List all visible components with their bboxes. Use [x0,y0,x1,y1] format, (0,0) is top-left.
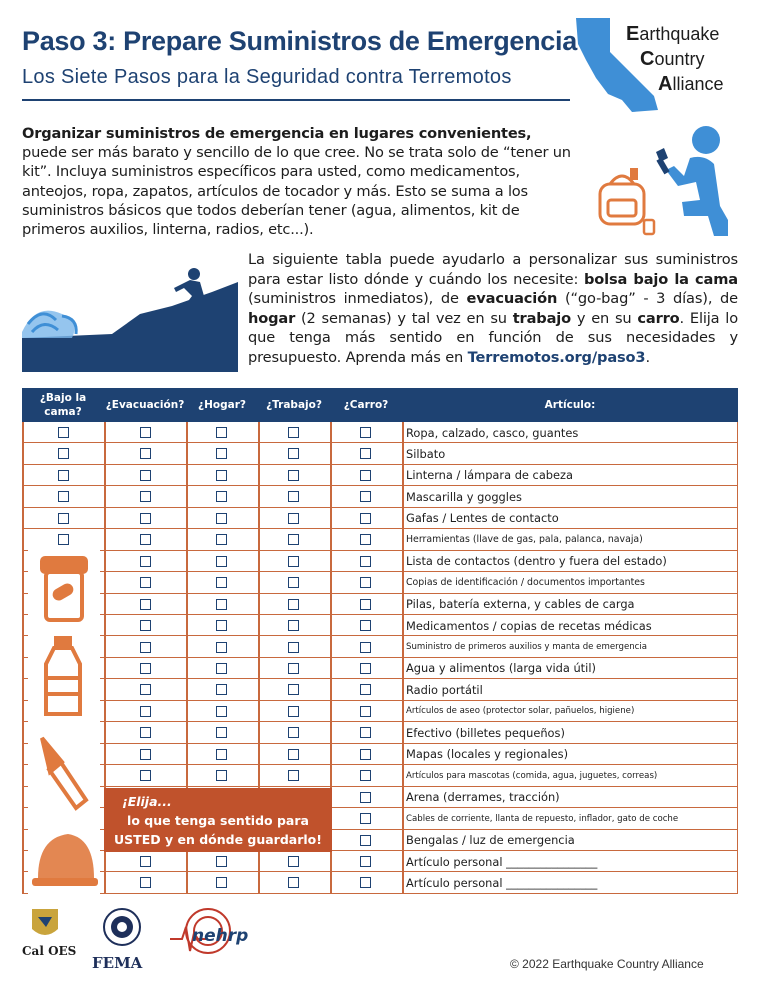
header-evacuacion: ¿Evacuación? [105,399,185,411]
checkbox-trabajo[interactable] [288,556,299,567]
checkbox-evacuacion[interactable] [140,856,151,867]
checkbox-carro[interactable] [360,491,371,502]
climber-wave-icon [22,262,238,372]
table-row [22,508,738,529]
table-row [22,572,738,593]
checkbox-hogar[interactable] [216,727,227,738]
checkbox-evacuacion[interactable] [140,448,151,459]
choose-callout: ¡Elija... lo que tenga sentido para USTED y en dónde guardarlo! [104,788,332,852]
checkbox-hogar[interactable] [216,620,227,631]
checkbox-trabajo[interactable] [288,642,299,653]
checkbox-hogar[interactable] [216,534,227,545]
item-label: Agua y alimentos (larga vida útil) [406,661,596,676]
column-divider [22,422,24,894]
page-title: Paso 3: Prepare Suministros de Emergencia [22,26,577,56]
supplies-icons-column [28,548,100,906]
checkbox-evacuacion[interactable] [140,770,151,781]
checkbox-carro[interactable] [360,792,371,803]
intro-paragraph: Organizar suministros de emergencia en lugares convenientes, puede ser más barato y sencillo de lo que cree. No se trata solo de “tener un kit”. Incluya suministros específicos para usted, como medicamentos, anteojos, ropa, zapatos, artículos de tocador y más. Esto se suma a los suministros básicos que todos deberían tener (agua, alimentos, kit de primeros auxilios, linterna, radios, etc...). [22,125,571,239]
checkbox-hogar[interactable] [216,513,227,524]
checkbox-trabajo[interactable] [288,534,299,545]
table-row [22,422,738,443]
item-label: Pilas, batería externa, y cables de carga [406,597,635,612]
checkbox-hogar[interactable] [216,448,227,459]
checkbox-carro[interactable] [360,427,371,438]
checkbox-evacuacion[interactable] [140,513,151,524]
checkbox-trabajo[interactable] [288,727,299,738]
checkbox-hogar[interactable] [216,663,227,674]
item-label: Mascarilla y goggles [406,489,522,504]
checkbox-carro[interactable] [360,556,371,567]
checkbox-carro[interactable] [360,599,371,610]
checkbox-carro[interactable] [360,513,371,524]
item-label: Artículo personal ________________ [406,875,598,890]
table-row [22,529,738,550]
item-label: Mapas (locales y regionales) [406,747,569,762]
item-label: Medicamentos / copias de recetas médicas [406,618,652,633]
item-label: Suministro de primeros auxilios y manta de emergencia [406,642,648,652]
checkbox-hogar[interactable] [216,470,227,481]
checkbox-hogar[interactable] [216,877,227,888]
item-label: Artículo personal ________________ [406,854,598,869]
table-row [22,851,738,872]
item-label: Copias de identificación / documentos importantes [406,577,645,589]
checkbox-bajo-cama[interactable] [58,448,69,459]
table-row [22,744,738,765]
checkbox-trabajo[interactable] [288,513,299,524]
checkbox-evacuacion[interactable] [140,556,151,567]
table-row [22,658,738,679]
checkbox-trabajo[interactable] [288,770,299,781]
checkbox-hogar[interactable] [216,706,227,717]
checkbox-hogar[interactable] [216,599,227,610]
checkbox-hogar[interactable] [216,642,227,653]
checkbox-evacuacion[interactable] [140,534,151,545]
pill-bottle-icon [42,558,86,620]
checkbox-trabajo[interactable] [288,684,299,695]
table-row [22,465,738,486]
checkbox-carro[interactable] [360,749,371,760]
copyright-notice: © 2022 Earthquake Country Alliance [510,957,704,971]
checkbox-evacuacion[interactable] [140,599,151,610]
table-row [22,443,738,464]
checkbox-carro[interactable] [360,534,371,545]
table-row [22,486,738,507]
table-row [22,765,738,786]
checkbox-trabajo[interactable] [288,663,299,674]
checkbox-trabajo[interactable] [288,706,299,717]
item-label: Silbato [406,446,446,461]
checkbox-carro[interactable] [360,877,371,888]
checkbox-carro[interactable] [360,835,371,846]
checkbox-hogar[interactable] [216,427,227,438]
checkbox-carro[interactable] [360,684,371,695]
checkbox-trabajo[interactable] [288,491,299,502]
checkbox-carro[interactable] [360,770,371,781]
checkbox-carro[interactable] [360,813,371,824]
checkbox-carro[interactable] [360,727,371,738]
caloes-seal-icon [32,909,58,935]
header-trabajo: ¿Trabajo? [266,399,322,411]
checkbox-carro[interactable] [360,577,371,588]
table-row [22,551,738,572]
column-divider [737,422,739,894]
checkbox-carro[interactable] [360,642,371,653]
header-hogar: ¿Hogar? [198,399,246,411]
checkbox-bajo-cama[interactable] [58,427,69,438]
checkbox-hogar[interactable] [216,749,227,760]
header-bajo-cama: ¿Bajo la cama? [39,392,87,418]
item-label: Artículos para mascotas (comida, agua, juguetes, correas) [406,770,658,781]
water-bottle-icon [46,638,80,714]
table-row [22,615,738,636]
checkbox-evacuacion[interactable] [140,877,151,888]
checkbox-carro[interactable] [360,706,371,717]
checkbox-trabajo[interactable] [288,749,299,760]
item-label: Gafas / Lentes de contacto [406,511,559,526]
checkbox-evacuacion[interactable] [140,620,151,631]
checkbox-trabajo[interactable] [288,877,299,888]
checkbox-trabajo[interactable] [288,470,299,481]
item-label: Linterna / lámpara de cabeza [406,468,573,483]
page-subtitle: Los Siete Pasos para la Seguridad contra Terremotos [22,66,512,88]
checkbox-carro[interactable] [360,448,371,459]
checkbox-trabajo[interactable] [288,620,299,631]
item-label: Efectivo (billetes pequeños) [406,725,565,740]
checkbox-evacuacion[interactable] [140,427,151,438]
checkbox-bajo-cama[interactable] [58,513,69,524]
checkbox-evacuacion[interactable] [140,642,151,653]
table-row [22,701,738,722]
item-label: Artículos de aseo (protector solar, pañuelos, higiene) [406,706,635,717]
fema-logo-text: FEMA [92,954,143,972]
checkbox-hogar[interactable] [216,491,227,502]
checkbox-evacuacion[interactable] [140,727,151,738]
checkbox-evacuacion[interactable] [140,470,151,481]
instructions-paragraph: La siguiente tabla puede ayudarlo a personalizar sus suministros para estar listo dónde y cuándo los necesite: bolsa bajo la cama (suministros inmediatos), de evacuación (“go-bag” - 3 días), de hogar (2 semanas) y tal vez en su trabajo y en su carro. Elija lo que tenga más sentido en función de sus necesidades y presupuesto. Aprenda más en Terremotos.org/paso3. [248,251,739,366]
kneeling-person-flashlight-icon [596,124,746,242]
checkbox-trabajo[interactable] [288,599,299,610]
item-label: Ropa, calzado, casco, guantes [406,425,579,440]
nehrp-logo-text: nehrp [192,926,249,946]
checkbox-bajo-cama[interactable] [58,491,69,502]
item-label: Herramientas (llave de gas, pala, palanca, navaja) [406,534,643,546]
eca-logo-text: Earthquake Country Alliance [626,23,724,95]
checkbox-carro[interactable] [360,663,371,674]
item-label: Cables de corriente, llanta de repuesto, inflador, gato de coche [406,813,679,824]
table-row [22,722,738,743]
title-divider [22,99,570,101]
checkbox-hogar[interactable] [216,770,227,781]
item-label: Arena (derrames, tracción) [406,790,560,805]
checkbox-evacuacion[interactable] [140,684,151,695]
flashlight-icon [42,738,86,808]
checkbox-hogar[interactable] [216,556,227,567]
hard-hat-icon [32,834,98,886]
item-label: Radio portátil [406,682,483,697]
checkbox-evacuacion[interactable] [140,749,151,760]
checkbox-hogar[interactable] [216,577,227,588]
checkbox-evacuacion[interactable] [140,577,151,588]
checkbox-bajo-cama[interactable] [58,470,69,481]
checkbox-carro[interactable] [360,470,371,481]
checkbox-trabajo[interactable] [288,448,299,459]
checkbox-carro[interactable] [360,856,371,867]
checkbox-hogar[interactable] [216,684,227,695]
checkbox-trabajo[interactable] [288,856,299,867]
table-row [22,679,738,700]
header-articulo: Artículo: [544,399,596,411]
item-label: Lista de contactos (dentro y fuera del estado) [406,554,667,569]
column-divider [402,422,404,894]
checkbox-trabajo[interactable] [288,427,299,438]
table-row [22,872,738,893]
checkbox-carro[interactable] [360,620,371,631]
header-carro: ¿Carro? [343,399,389,411]
checkbox-evacuacion[interactable] [140,663,151,674]
website-link[interactable]: Terremotos.org/paso3 [467,348,646,366]
fema-seal-icon [104,909,140,945]
table-row [22,637,738,658]
checklist-table-header [22,388,738,422]
checkbox-evacuacion[interactable] [140,491,151,502]
caloes-logo-text: Cal OES [22,944,77,958]
table-row [22,594,738,615]
checkbox-hogar[interactable] [216,856,227,867]
item-label: Bengalas / luz de emergencia [406,833,575,848]
checkbox-bajo-cama[interactable] [58,534,69,545]
checkbox-trabajo[interactable] [288,577,299,588]
checkbox-evacuacion[interactable] [140,706,151,717]
